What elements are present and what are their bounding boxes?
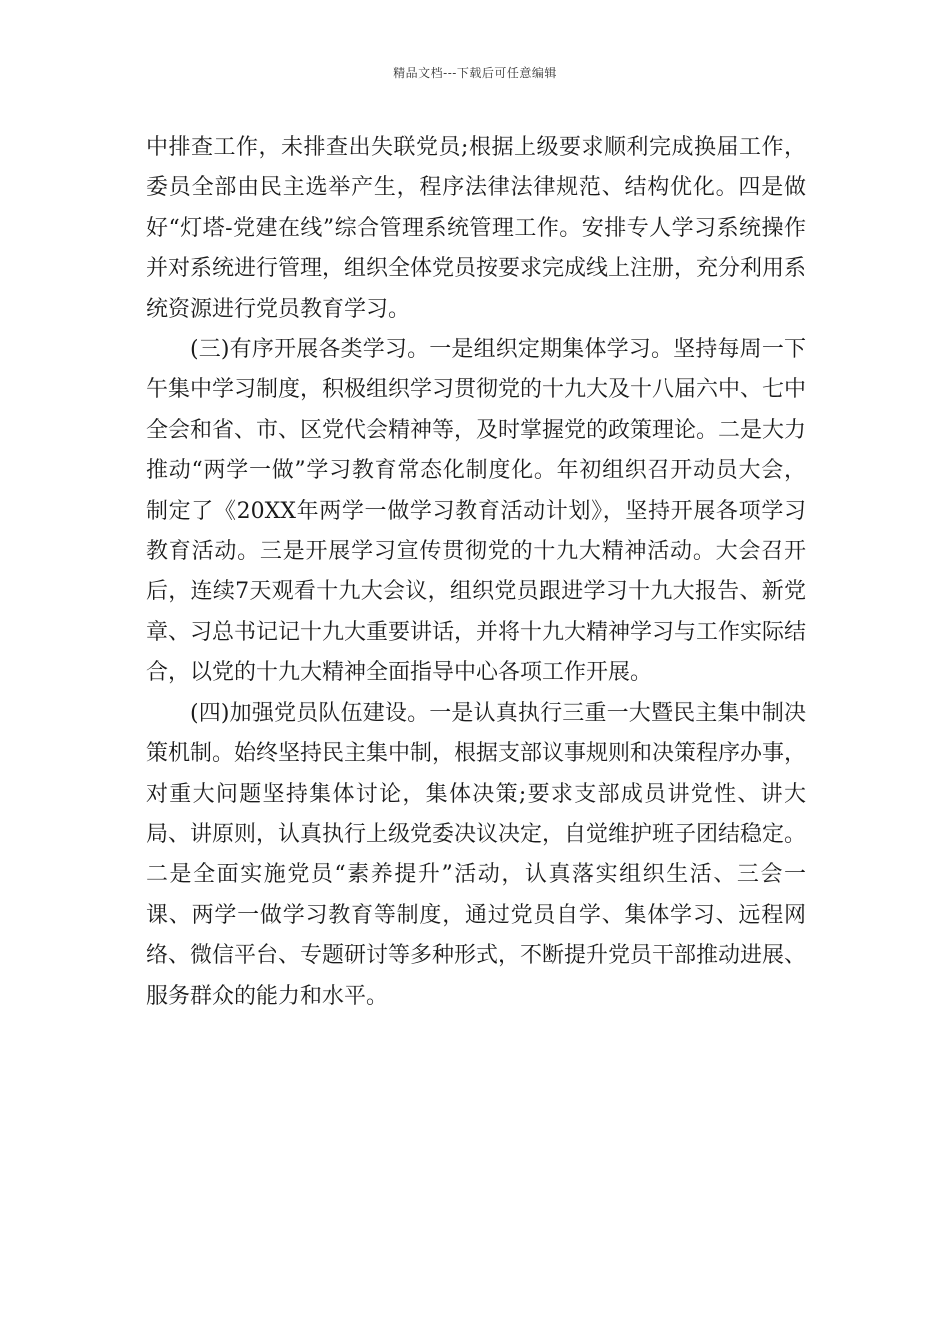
paragraph-section-three: (三)有序开展各类学习。一是组织定期集体学习。坚持每周一下午集中学习制度，积极组织学习贯彻党的十九大及十八届六中、七中全会和省、市、区党代会精神等，及时掌握党的政策理论。二是大力推动“两学一做”学习教育常态化制度化。年初组织召开动员大会，制定了《20XX年两学一做学习教育活动计划》，坚持开展各项学习教育活动。三是开展学习宣传贯彻党的十九大精神活动。大会召开后，连续7天观看十九大会议，组织党员跟进学习十九大报告、新党章、习总书记记十九大重要讲话，并将十九大精神学习与工作实际结合，以党的十九大精神全面指导中心各项工作开展。 [146, 337, 807, 686]
page-header: 精品文档---下载后可任意编辑 [393, 66, 557, 80]
paragraph-continuation: 中排查工作，未排查出失联党员;根据上级要求顺利完成换届工作，委员全部由民主选举产生，程序法律法律规范、结构优化。四是做好“灯塔-党建在线”综合管理系统管理工作。安排专人学习系统操作并对系统进行管理，组织全体党员按要求完成线上注册，充分利用系统资源进行党员教育学习。 [146, 135, 807, 322]
paragraph-section-four: (四)加强党员队伍建设。一是认真执行三重一大暨民主集中制决策机制。始终坚持民主集中制，根据支部议事规则和决策程序办事，对重大问题坚持集体讨论，集体决策;要求支部成员讲党性、讲大局、讲原则，认真执行上级党委决议决定，自觉维护班子团结稳定。二是全面实施党员“素养提升”活动，认真落实组织生活、三会一课、两学一做学习教育等制度，通过党员自学、集体学习、远程网络、微信平台、专题研讨等多种形式，不断提升党员干部推动进展、服务群众的能力和水平。 [146, 700, 807, 1009]
document-body [146, 128, 806, 1017]
